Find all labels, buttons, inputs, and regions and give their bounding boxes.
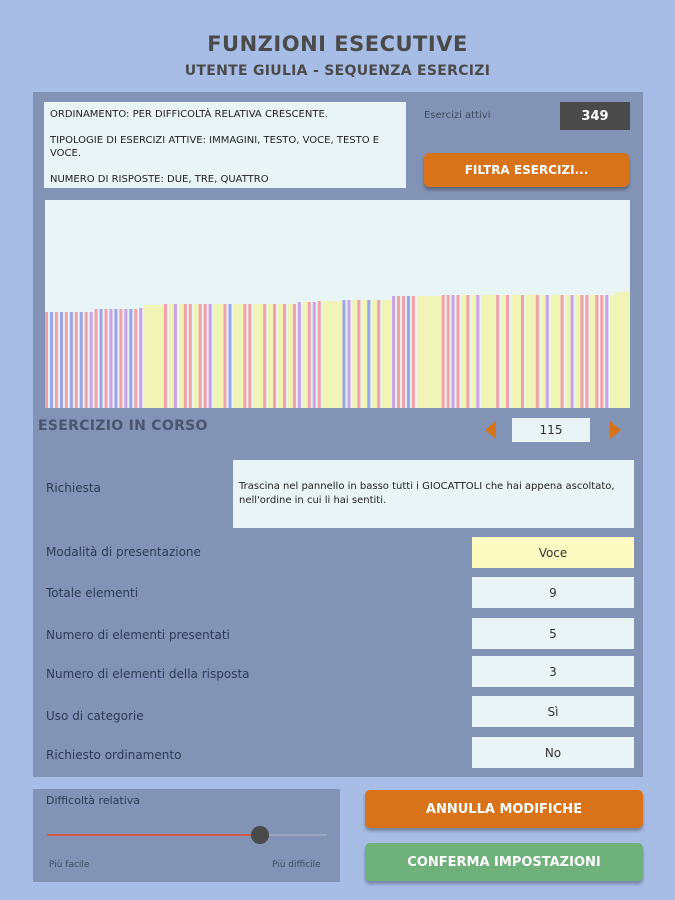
chart-bar[interactable]: [352, 300, 357, 408]
chart-bar[interactable]: [268, 304, 273, 408]
exercise-types-text: TIPOLOGIE DI ESERCIZI ATTIVE: IMMAGINI, TESTO, VOCE, TESTO E VOCE.: [50, 135, 380, 159]
chart-bar[interactable]: [427, 296, 432, 408]
chart-bar[interactable]: [263, 304, 266, 408]
chart-bar[interactable]: [491, 295, 496, 408]
chart-bar[interactable]: [367, 300, 370, 408]
total-elements-value[interactable]: 9: [472, 577, 634, 608]
chart-bar[interactable]: [228, 304, 231, 408]
filter-exercises-button[interactable]: FILTRA ESERCIZI...: [424, 153, 629, 187]
chart-bar[interactable]: [412, 296, 415, 408]
chart-bar[interactable]: [273, 304, 276, 408]
categories-value[interactable]: Sì: [472, 696, 634, 727]
active-exercises-count: 349: [560, 102, 630, 130]
chart-bar[interactable]: [521, 295, 524, 408]
chart-bar[interactable]: [243, 304, 246, 408]
chart-bar[interactable]: [541, 295, 546, 408]
chart-bar[interactable]: [536, 295, 539, 408]
chart-bar[interactable]: [397, 296, 400, 408]
chart-bar[interactable]: [313, 302, 316, 408]
ordering-required-value[interactable]: No: [472, 737, 634, 768]
chart-bar[interactable]: [407, 296, 410, 408]
chart-bar[interactable]: [382, 300, 387, 408]
chart-bar[interactable]: [154, 305, 159, 408]
chart-bar[interactable]: [204, 304, 207, 408]
chart-bar[interactable]: [124, 309, 127, 408]
chart-bar[interactable]: [377, 300, 380, 408]
chart-bar[interactable]: [298, 302, 301, 408]
chart-bar[interactable]: [531, 295, 536, 408]
chart-bar[interactable]: [342, 300, 345, 408]
chart-bar[interactable]: [566, 295, 571, 408]
chart-bar[interactable]: [85, 312, 88, 408]
difficulty-max-label: Più difficile: [272, 860, 321, 870]
next-exercise-arrow-icon[interactable]: [610, 421, 621, 439]
chart-bar[interactable]: [70, 312, 73, 408]
active-exercises-label: Esercizi attivi: [424, 110, 491, 121]
page-title: FUNZIONI ESECUTIVE: [207, 32, 468, 56]
difficulty-label: Difficoltà relativa: [46, 794, 141, 807]
chart-bar[interactable]: [392, 296, 395, 408]
current-exercise-number[interactable]: 115: [512, 418, 590, 442]
chart-bar[interactable]: [253, 304, 258, 408]
confirm-settings-button[interactable]: CONFERMA IMPOSTAZIONI: [365, 843, 643, 881]
chart-bar[interactable]: [109, 309, 112, 408]
chart-bar[interactable]: [501, 295, 506, 408]
chart-bar[interactable]: [114, 309, 117, 408]
chart-bar[interactable]: [442, 295, 445, 408]
chart-svg[interactable]: [45, 200, 630, 408]
chart-bar[interactable]: [90, 312, 93, 408]
answer-elements-label: Numero di elementi della risposta: [46, 667, 250, 681]
chart-bar[interactable]: [129, 309, 132, 408]
chart-bar[interactable]: [119, 309, 122, 408]
chart-bar[interactable]: [219, 304, 224, 408]
chart-bar[interactable]: [169, 304, 174, 408]
chart-bar[interactable]: [258, 304, 263, 408]
chart-bar[interactable]: [293, 304, 296, 408]
chart-bar[interactable]: [328, 301, 333, 408]
chart-bar[interactable]: [610, 295, 615, 408]
chart-bar[interactable]: [506, 295, 509, 408]
chart-bar[interactable]: [333, 301, 338, 408]
chart-bar[interactable]: [595, 295, 598, 408]
chart-bar[interactable]: [55, 312, 58, 408]
chart-bar[interactable]: [248, 304, 251, 408]
chart-bar[interactable]: [585, 295, 588, 408]
filter-summary: [44, 102, 406, 188]
previous-exercise-arrow-icon[interactable]: [485, 421, 496, 439]
chart-bar[interactable]: [486, 295, 491, 408]
chart-bar[interactable]: [605, 295, 608, 408]
difficulty-slider-fill: [47, 834, 260, 836]
chart-bar[interactable]: [600, 295, 603, 408]
chart-bar[interactable]: [437, 296, 442, 408]
chart-bar[interactable]: [209, 304, 212, 408]
chart-bar[interactable]: [338, 301, 343, 408]
chart-bar[interactable]: [372, 300, 377, 408]
chart-bar[interactable]: [288, 304, 293, 408]
presented-elements-value[interactable]: 5: [472, 618, 634, 649]
chart-bar[interactable]: [402, 296, 405, 408]
difficulty-slider-track[interactable]: [47, 834, 327, 836]
chart-bar[interactable]: [347, 300, 350, 408]
chart-bar[interactable]: [615, 292, 620, 408]
chart-bar[interactable]: [214, 304, 219, 408]
chart-bar[interactable]: [65, 312, 68, 408]
chart-bar[interactable]: [199, 304, 202, 408]
chart-bar[interactable]: [362, 300, 367, 408]
chart-bar[interactable]: [422, 296, 427, 408]
chart-bar[interactable]: [50, 312, 53, 408]
presentation-mode-label: Modalità di presentazione: [46, 545, 201, 559]
chart-bar[interactable]: [620, 292, 625, 408]
presented-elements-label: Numero di elementi presentati: [46, 628, 230, 642]
chart-bar[interactable]: [496, 295, 499, 408]
chart-bar[interactable]: [184, 304, 187, 408]
presentation-mode-value[interactable]: Voce: [472, 537, 634, 568]
page-subtitle: UTENTE GIULIA - SEQUENZA ESERCIZI: [184, 63, 491, 79]
chart-bar[interactable]: [571, 295, 574, 408]
chart-bar[interactable]: [223, 304, 226, 408]
chart-bar[interactable]: [546, 295, 549, 408]
chart-bar[interactable]: [456, 295, 459, 408]
chart-bar[interactable]: [511, 295, 516, 408]
chart-bar[interactable]: [45, 312, 48, 408]
chart-bar[interactable]: [189, 304, 192, 408]
chart-bar[interactable]: [60, 312, 63, 408]
chart-bar[interactable]: [75, 312, 78, 408]
chart-bar[interactable]: [466, 295, 469, 408]
chart-bar[interactable]: [303, 302, 308, 408]
chart-bar[interactable]: [95, 309, 98, 408]
chart-bar[interactable]: [526, 295, 531, 408]
chart-bar[interactable]: [308, 302, 311, 408]
chart-bar[interactable]: [481, 295, 486, 408]
chart-bar[interactable]: [471, 295, 476, 408]
chart-bar[interactable]: [387, 300, 392, 408]
chart-bar[interactable]: [323, 301, 328, 408]
chart-bar[interactable]: [134, 309, 137, 408]
chart-bar[interactable]: [452, 295, 455, 408]
chart-bar[interactable]: [580, 295, 583, 408]
chart-bar[interactable]: [516, 295, 521, 408]
request-text: Trascina nel pannello in basso tutti i GIOCATTOLI che hai appena ascoltato, nell'ordine in cui li hai sentiti.: [233, 460, 634, 528]
total-elements-label: Totale elementi: [46, 586, 139, 600]
chart-bar[interactable]: [144, 305, 149, 408]
chart-bar[interactable]: [233, 304, 238, 408]
chart-bar[interactable]: [164, 304, 167, 408]
chart-bar[interactable]: [278, 304, 283, 408]
categories-label: Uso di categorie: [46, 709, 144, 723]
current-exercise-title: ESERCIZIO IN CORSO: [38, 418, 208, 434]
ordering-required-label: Richiesto ordinamento: [46, 748, 182, 762]
cancel-changes-button[interactable]: ANNULLA MODIFICHE: [365, 790, 643, 828]
request-label: Richiesta: [46, 481, 101, 495]
chart-bar[interactable]: [238, 304, 243, 408]
chart-bar[interactable]: [561, 295, 564, 408]
ordering-text: ORDINAMENTO: PER DIFFICOLTÀ RELATIVA CRESCENTE.: [50, 109, 328, 120]
chart-bar[interactable]: [194, 304, 199, 408]
chart-bar[interactable]: [100, 309, 103, 408]
chart-bar[interactable]: [174, 304, 177, 408]
chart-bar[interactable]: [139, 308, 142, 408]
exercise-difficulty-chart[interactable]: [45, 200, 630, 408]
chart-bar[interactable]: [551, 295, 556, 408]
chart-bar[interactable]: [556, 295, 561, 408]
chart-bar[interactable]: [476, 295, 479, 408]
chart-bar[interactable]: [432, 296, 437, 408]
chart-bar[interactable]: [417, 296, 422, 408]
chart-bar[interactable]: [318, 301, 321, 408]
chart-bar[interactable]: [590, 295, 595, 408]
difficulty-min-label: Più facile: [49, 860, 90, 870]
chart-bar[interactable]: [283, 304, 286, 408]
difficulty-slider-handle[interactable]: [251, 826, 269, 844]
answer-elements-value[interactable]: 3: [472, 656, 634, 687]
chart-bar[interactable]: [104, 309, 107, 408]
chart-bar[interactable]: [447, 295, 450, 408]
chart-bar[interactable]: [625, 292, 630, 408]
chart-bar[interactable]: [357, 300, 360, 408]
chart-bar[interactable]: [575, 295, 580, 408]
chart-bar[interactable]: [159, 305, 164, 408]
answers-count-text: NUMERO DI RISPOSTE: DUE, TRE, QUATTRO: [50, 174, 269, 185]
chart-bar[interactable]: [149, 305, 154, 408]
chart-bar[interactable]: [179, 304, 184, 408]
chart-bar[interactable]: [461, 295, 466, 408]
chart-bar[interactable]: [80, 312, 83, 408]
